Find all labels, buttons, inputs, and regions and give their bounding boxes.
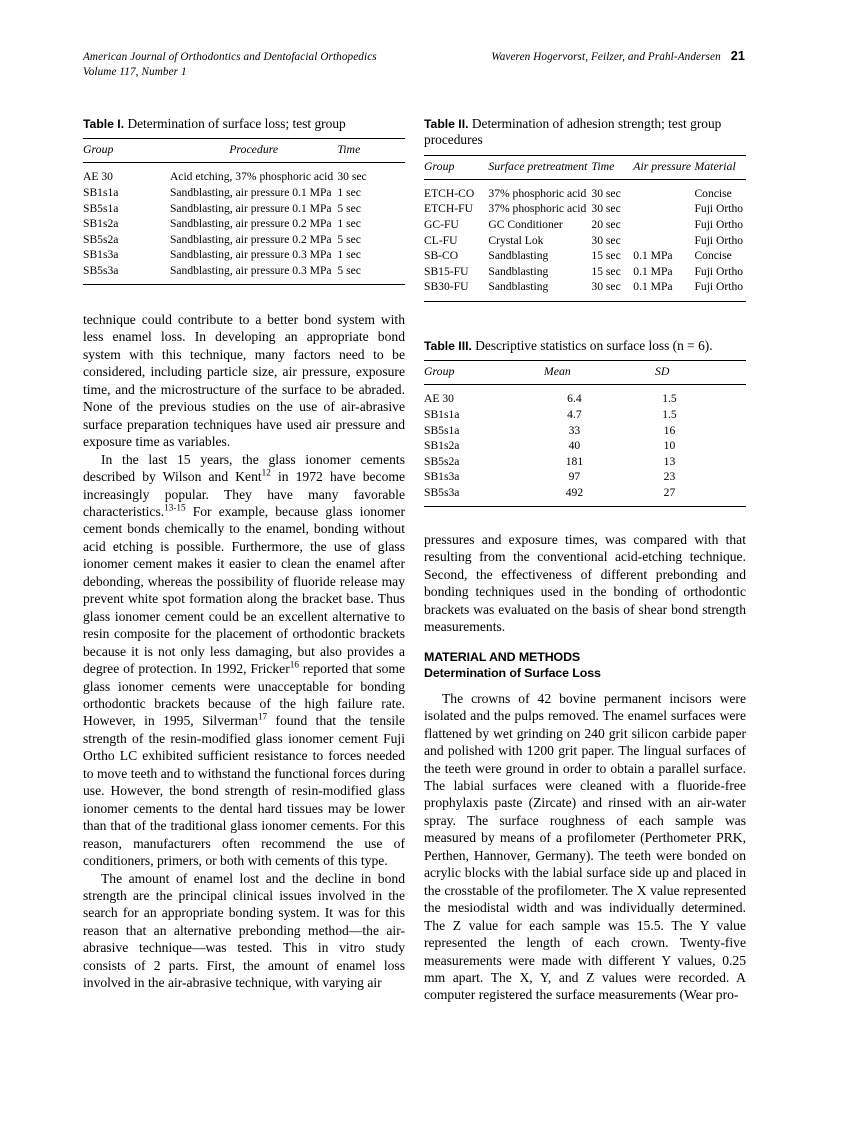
table-row: [424, 264, 746, 280]
table-1-label: Table I.: [83, 117, 125, 131]
cell-material: Concise: [694, 249, 732, 263]
table-2-caption: [424, 116, 746, 149]
cell-time: 30 sec: [591, 233, 621, 247]
cell-procedure: Sandblasting, air pressure 0.3 MPa: [169, 248, 332, 262]
cell-time: 1 sec: [337, 248, 361, 262]
table-2-col-air-pressure: Air pressure: [633, 155, 694, 179]
table-row: [424, 280, 746, 302]
cell-group: AE 30: [424, 392, 454, 406]
right-column-table2: [424, 116, 746, 302]
cell-group: SB5s1a: [83, 201, 119, 215]
cell-group: SB1s2a: [424, 439, 460, 453]
subsection-heading-surface-loss: Determination of Surface Loss: [424, 666, 601, 681]
cell-pretreatment: Sandblasting: [488, 264, 549, 278]
cell-pretreatment: Sandblasting: [488, 280, 549, 294]
table-row: [424, 385, 746, 408]
volume-issue: Volume 117, Number 1: [83, 65, 187, 78]
table-3-head: [424, 361, 746, 385]
cell-pretreatment: 37% phosphoric acid: [488, 202, 587, 216]
cell-air-pressure: [633, 217, 694, 233]
text-run: For example, because glass ionomer cement bonds chemically to the enamel, bonding without acid etching is possible. Furthermore, the use of glass ionomer cement makes it easier to clean the enamel after debonding, whereas the possibility of fluoride release may prevent white spot formation along the bracket base. Thus glass ionomer cement could be an excellent alternative to resin composite for the placement of orthodontic brackets because it is not only less damaging, but also provides a degree of protection. In 1992, Fricker: [83, 503, 405, 677]
cell-sd: 16: [663, 423, 676, 437]
cell-time: 30 sec: [337, 170, 367, 184]
cell-group: SB30-FU: [424, 280, 469, 294]
table-3: [424, 360, 746, 507]
cell-material: Fuji Ortho: [694, 218, 744, 231]
table-3-col-sd: SD: [643, 361, 746, 385]
text-run: in 1972 have become increasingly popular. They have many favorable characteristics.: [83, 469, 405, 519]
table-2-col-pretreatment: Surface pretreatment: [488, 155, 591, 179]
cell-group: ETCH-FU: [424, 202, 473, 216]
cell-procedure: Sandblasting, air pressure 0.2 MPa: [169, 232, 332, 246]
cell-air-pressure: 0.1 MPa: [633, 264, 673, 278]
table-2-col-time: Time: [591, 155, 633, 179]
cell-pretreatment: 37% phosphoric acid: [488, 186, 587, 200]
table-3-block: [424, 338, 746, 507]
paragraph-enamel-loss: The amount of enamel lost and the decline in bond strength are the principal clinical issues involved in the search for an appropriate bonding system. It was for this reason that an alternative prebonding method—the air-abrasive technique—was tested. This in vitro study consists of 2 parts. First, the amount of enamel loss involved in the air-abrasive technique, with varying air: [83, 870, 405, 991]
table-row: [424, 407, 746, 423]
cell-group: SB5s3a: [83, 263, 119, 277]
cell-time: 5 sec: [337, 201, 361, 215]
table-row: [424, 249, 746, 265]
table-3-header-row: [424, 361, 746, 385]
citation-17: 17: [257, 711, 268, 722]
table-1-col-group: Group: [83, 139, 170, 163]
table-2-title: Determination of adhesion strength; test group procedures: [424, 116, 722, 148]
table-3-col-mean: Mean: [540, 361, 643, 385]
table-row: [424, 423, 746, 439]
table-3-caption: [424, 338, 746, 354]
table-2-label: Table II.: [424, 117, 469, 131]
cell-material: Fuji Ortho: [694, 202, 744, 216]
cell-group: SB1s1a: [83, 186, 119, 199]
cell-air-pressure: 0.1 MPa: [633, 280, 673, 294]
running-head: [83, 49, 745, 78]
table-row: [424, 217, 746, 233]
running-head-row-1: [83, 49, 745, 66]
cell-mean: 97: [568, 470, 581, 484]
cell-air-pressure: [633, 179, 694, 202]
cell-time: 30 sec: [591, 186, 621, 200]
table-row: [83, 185, 405, 201]
citation-13-15: 13-15: [164, 502, 186, 513]
table-row: [83, 263, 405, 285]
cell-sd: 13: [663, 454, 676, 468]
cell-procedure: Sandblasting, air pressure 0.1 MPa: [169, 186, 332, 199]
cell-pretreatment: GC Conditioner: [488, 218, 563, 231]
cell-group: AE 30: [83, 170, 113, 184]
heading-spacer: [424, 682, 746, 690]
cell-sd: 1.5: [662, 408, 677, 421]
table-row: [83, 163, 405, 186]
cell-time: 1 sec: [337, 186, 361, 199]
table-3-body: [424, 385, 746, 507]
table-1-header-row: [83, 139, 405, 163]
cell-group: SB-CO: [424, 249, 459, 263]
table-row: [83, 217, 405, 233]
cell-material: Fuji Ortho: [694, 280, 744, 294]
cell-group: ETCH-CO: [424, 186, 475, 200]
table-2-col-group: Group: [424, 155, 488, 179]
table-2-header-row: [424, 155, 746, 179]
table-row: [83, 232, 405, 248]
cell-mean: 4.7: [567, 408, 582, 421]
left-column-table1: [83, 116, 405, 285]
table-3-col-group: Group: [424, 361, 540, 385]
table-row: [424, 439, 746, 455]
paragraph-glass-ionomer: [83, 451, 405, 870]
cell-sd: 23: [663, 470, 676, 484]
table-2: [424, 155, 746, 302]
cell-group: SB5s2a: [424, 454, 460, 468]
cell-pretreatment: Sandblasting: [488, 249, 549, 263]
cell-group: SB1s3a: [83, 248, 119, 262]
cell-air-pressure: 0.1 MPa: [633, 249, 673, 263]
text-run: In the last 15 years, the glass ionomer cements described by Wilson and Kent: [83, 451, 405, 485]
citation-16: 16: [289, 659, 299, 670]
cell-procedure: Acid etching, 37% phosphoric acid: [169, 170, 334, 184]
cell-mean: 181: [565, 454, 584, 468]
table-2-col-material: Material: [694, 155, 746, 179]
cell-group: SB15-FU: [424, 264, 469, 278]
cell-procedure: Sandblasting, air pressure 0.2 MPa: [169, 217, 332, 231]
right-column-table3: [424, 338, 746, 507]
table-1-body: [83, 163, 405, 285]
cell-procedure: Sandblasting, air pressure 0.1 MPa: [169, 201, 332, 215]
table-row: [424, 233, 746, 249]
cell-material: Fuji Ortho: [694, 264, 744, 278]
page-number: 21: [730, 49, 745, 63]
section-spacer: [424, 636, 746, 649]
table-row: [83, 201, 405, 217]
table-2-head: [424, 155, 746, 179]
cell-time: 15 sec: [591, 264, 621, 278]
cell-group: CL-FU: [424, 233, 458, 247]
cell-time: 1 sec: [337, 217, 361, 231]
cell-time: 5 sec: [337, 263, 361, 277]
left-column-text: [83, 311, 405, 992]
table-row: [424, 470, 746, 486]
cell-time: 30 sec: [591, 280, 621, 294]
cell-air-pressure: [633, 233, 694, 249]
table-1-col-time: Time: [337, 139, 405, 163]
cell-sd: 27: [663, 485, 676, 499]
table-row: [424, 485, 746, 507]
table-row: [83, 248, 405, 264]
table-1-caption: [83, 116, 405, 132]
cell-time: 30 sec: [591, 202, 621, 216]
section-heading-material-methods: MATERIAL AND METHODS: [424, 649, 581, 664]
paragraph-study-parts: pressures and exposure times, was compared with that resulting from the conventional acid-etching technique. Second, the effectiveness of different prebonding and bonding techniques used in the bonding of orthodontic brackets was evaluated on the basis of shear bond strength measurements.: [424, 532, 746, 635]
table-2-body: [424, 179, 746, 301]
table-row: [424, 179, 746, 202]
table-1-col-procedure: Procedure: [170, 139, 337, 163]
table-row: [424, 454, 746, 470]
table-1-block: [83, 116, 405, 285]
table-2-block: [424, 116, 746, 302]
cell-group: SB1s3a: [424, 470, 460, 484]
journal-title: American Journal of Orthodontics and Dentofacial Orthopedics: [83, 51, 377, 63]
cell-time: 5 sec: [337, 232, 361, 246]
cell-mean: 33: [568, 423, 581, 437]
cell-mean: 492: [565, 485, 584, 499]
cell-material: Fuji Ortho: [694, 233, 744, 247]
paragraph-methods: The crowns of 42 bovine permanent incisors were isolated and the pulps removed. The enamel surfaces were flattened by wet grinding on 240 grit silicon carbide paper and polished with 1200 grit paper. The lingual surfaces of the teeth were ground in order to obtain a parallel surface. The labial surfaces were cleaned with a fluoride-free prophylaxis paste (Zircate) and rinsed with an air-water spray. The surface roughness of each sample was measured by means of a profilometer (Perthometer PRK, Perthen, Hannover, Germany). The teeth were bonded on acrylic blocks with the labial surface side up and placed in the crosstable of the profilometer. The X value represented the mesiodistal width and was individually determined. The Z value for each sample was 15.5. The Y value represented the length of each crown. Twenty-five measurements were made with different Y values, 0.25 mm apart. The X, Y, and Z values were recorded. A computer registered the surface measurements (Wear pro-: [424, 690, 746, 1003]
cell-group: SB1s2a: [83, 217, 119, 231]
right-column-text: [424, 531, 746, 1004]
cell-sd: 1.5: [662, 392, 677, 406]
cell-group: SB5s1a: [424, 423, 460, 437]
cell-mean: 6.4: [567, 392, 582, 406]
table-1-title: Determination of surface loss; test group: [124, 116, 346, 131]
cell-time: 20 sec: [591, 218, 621, 231]
cell-material: Concise: [694, 186, 732, 200]
cell-group: SB1s1a: [424, 408, 460, 421]
author-list: [491, 49, 745, 66]
cell-group: SB5s2a: [83, 232, 119, 246]
cell-group: SB5s3a: [424, 485, 460, 499]
cell-mean: 40: [568, 439, 581, 453]
cell-procedure: Sandblasting, air pressure 0.3 MPa: [169, 263, 332, 277]
citation-12: 12: [261, 467, 271, 478]
table-row: [424, 202, 746, 218]
cell-pretreatment: Crystal Lok: [488, 233, 544, 247]
paragraph-continuation: technique could contribute to a better bond system with less enamel loss. In developing an appropriate bond system with this technique, many factors need to be considered, including particle size, air pressure, exposure time, and the microstructure of the surface to be abraded. None of the previous studies on the use of air-abrasive surface preparation techniques have used air pressure and exposure time as variables.: [83, 312, 405, 450]
text-run: reported that some glass ionomer cements were unacceptable for bonding orthodontic brackets because of the high failure rate. However, in 1995, Silverman: [83, 661, 405, 729]
cell-time: 15 sec: [591, 249, 621, 263]
table-1-head: [83, 139, 405, 163]
table-3-label: Table III.: [424, 339, 472, 353]
cell-sd: 10: [663, 439, 676, 453]
cell-air-pressure: [633, 202, 694, 218]
cell-group: GC-FU: [424, 218, 459, 231]
text-run: found that the tensile strength of the resin-modified glass ionomer cement Fuji Ortho LC exhibited sufficient resistance to forces needed to move teeth and to withstand the functional forces during use. However, the bond strength of resin-modified glass ionomer cements to the dental hard tissues may be lower than that of the traditional glass ionomer cements. For this reason, manufacturers often recommend the use of conditioners, primers, or both with cements of this type.: [83, 713, 405, 869]
author-names: Waveren Hogervorst, Feilzer, and Prahl-Andersen: [491, 51, 721, 63]
table-1: [83, 138, 405, 285]
table-3-title: Descriptive statistics on surface loss (n = 6).: [471, 338, 713, 353]
